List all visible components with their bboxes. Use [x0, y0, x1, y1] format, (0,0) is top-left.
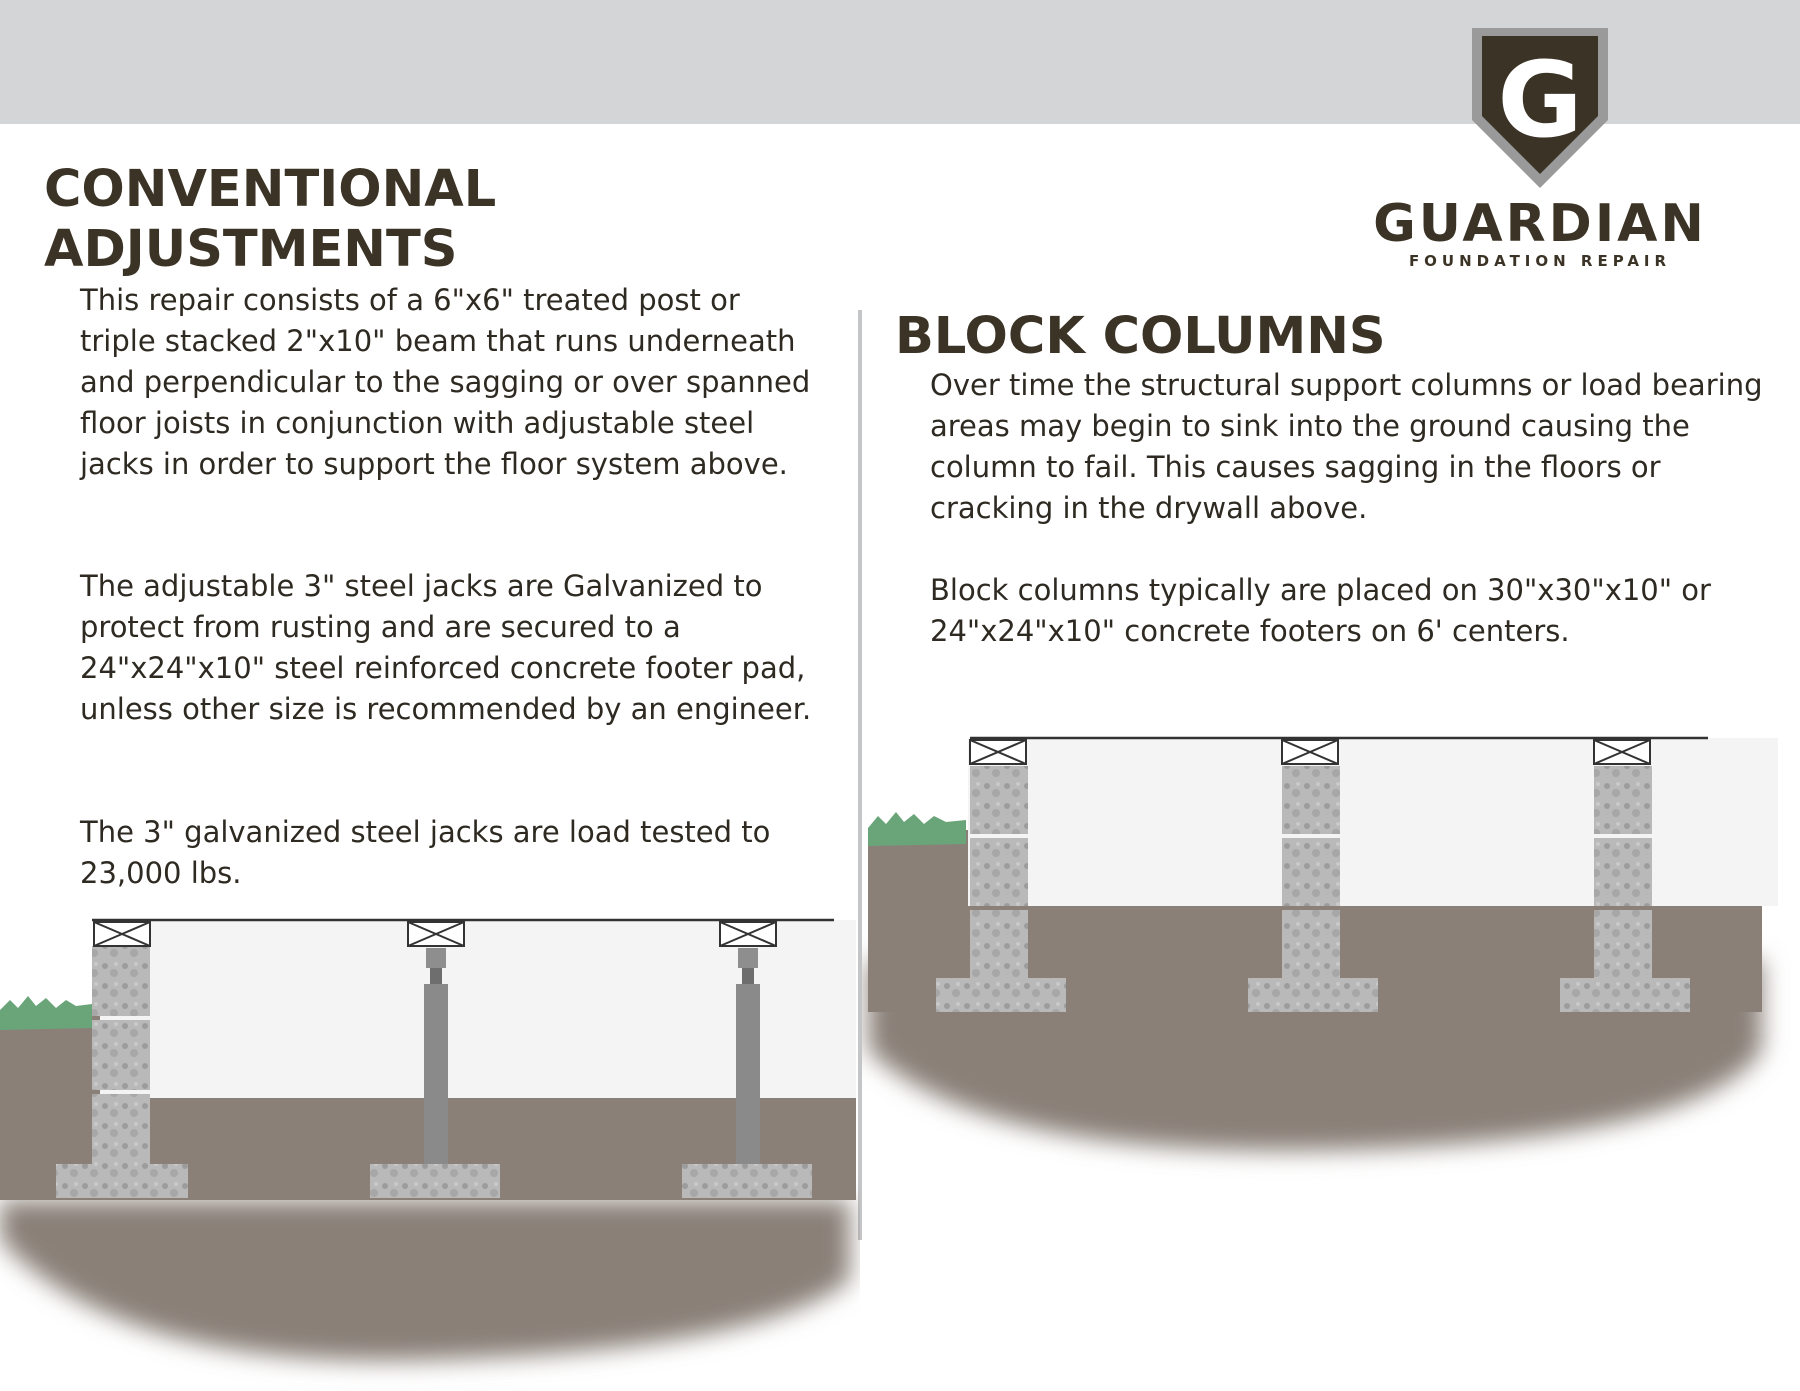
grass: [0, 996, 92, 1030]
left-heading: [44, 160, 644, 280]
steel-jack-diagram: [0, 900, 860, 1391]
left-paragraph-3: The 3" galvanized steel jacks are load tested to 23,000 lbs.: [80, 815, 771, 890]
logo-letter: G: [1497, 39, 1583, 161]
right-heading: BLOCK COLUMNS: [895, 307, 1386, 366]
brand-name: GUARDIAN: [1373, 194, 1707, 254]
left-heading-line1: CONVENTIONAL: [44, 160, 497, 219]
block-column-diagram: [862, 720, 1800, 1200]
right-paragraph-2: Block columns typically are placed on 30"x30"x10" or 24"x24"x10" concrete footers on 6' centers.: [930, 573, 1711, 648]
brand-logo: [1320, 24, 1760, 274]
left-heading-line2: ADJUSTMENTS: [44, 220, 458, 279]
crawlspace: [968, 738, 1778, 906]
brand-tagline: FOUNDATION REPAIR: [1408, 252, 1672, 270]
left-paragraph-1: This repair consists of a 6"x6" treated post or triple stacked 2"x10" beam that runs underneath and perpendicular to the sagging or over spanned floor joists in conjunction with adjustable steel jacks in order to support the floor system above.: [80, 283, 811, 481]
left-paragraph-2: The adjustable 3" steel jacks are Galvanized to protect from rusting and are secured to a 24"x24"x10" steel reinforced concrete footer pad, unless other size is recommended by an engineer.: [80, 569, 812, 726]
right-paragraph-1: Over time the structural support columns or load bearing areas may begin to sink into the ground causing the column to fail. This causes sagging in the floors or cracking in the drywall above.: [930, 368, 1763, 525]
shield-icon: [1468, 24, 1612, 192]
grass: [868, 812, 966, 846]
